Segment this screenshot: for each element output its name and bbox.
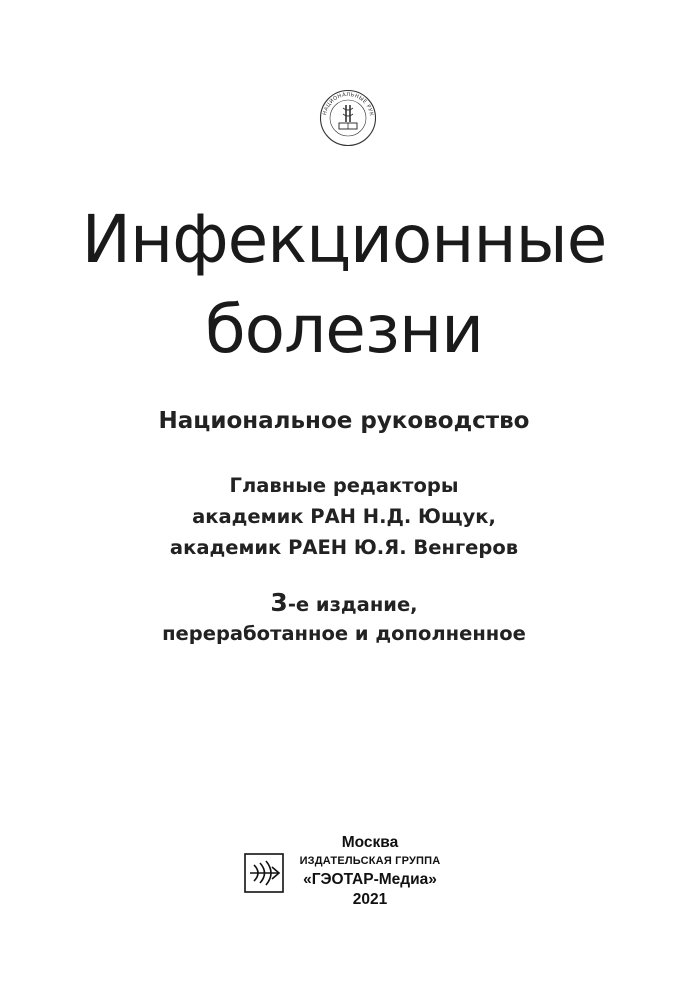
edition-note: переработанное и дополненное: [162, 622, 526, 645]
editor-2: академик РАЕН Ю.Я. Венгеров: [169, 536, 519, 559]
publisher-group: ИЗДАТЕЛЬСКАЯ ГРУППА: [299, 855, 441, 867]
book-subtitle: Национальное руководство: [158, 408, 530, 434]
editor-1: академик РАН Н.Д. Ющук,: [192, 505, 496, 528]
editors-block: [0, 470, 688, 563]
seal-text: НАЦИОНАЛЬНЫЕ РУК: [322, 91, 374, 117]
publication-year: 2021: [352, 891, 388, 908]
book-title-line-2: болезни: [204, 291, 483, 368]
edition-block: [0, 588, 688, 648]
edition-line: [0, 588, 688, 619]
national-guide-seal-icon: [319, 89, 377, 147]
geotar-logo-icon: [244, 853, 284, 893]
publisher-block: [244, 833, 454, 913]
publisher-name: «ГЭОТАР-Медиа»: [303, 871, 437, 888]
publisher-text: [284, 833, 456, 910]
editors-heading: Главные редакторы: [229, 474, 459, 497]
publisher-city: Москва: [341, 834, 399, 851]
book-title-line-1: Инфекционные: [81, 201, 607, 278]
edition-suffix: -е издание,: [287, 593, 418, 616]
edition-number: 3: [270, 588, 288, 617]
